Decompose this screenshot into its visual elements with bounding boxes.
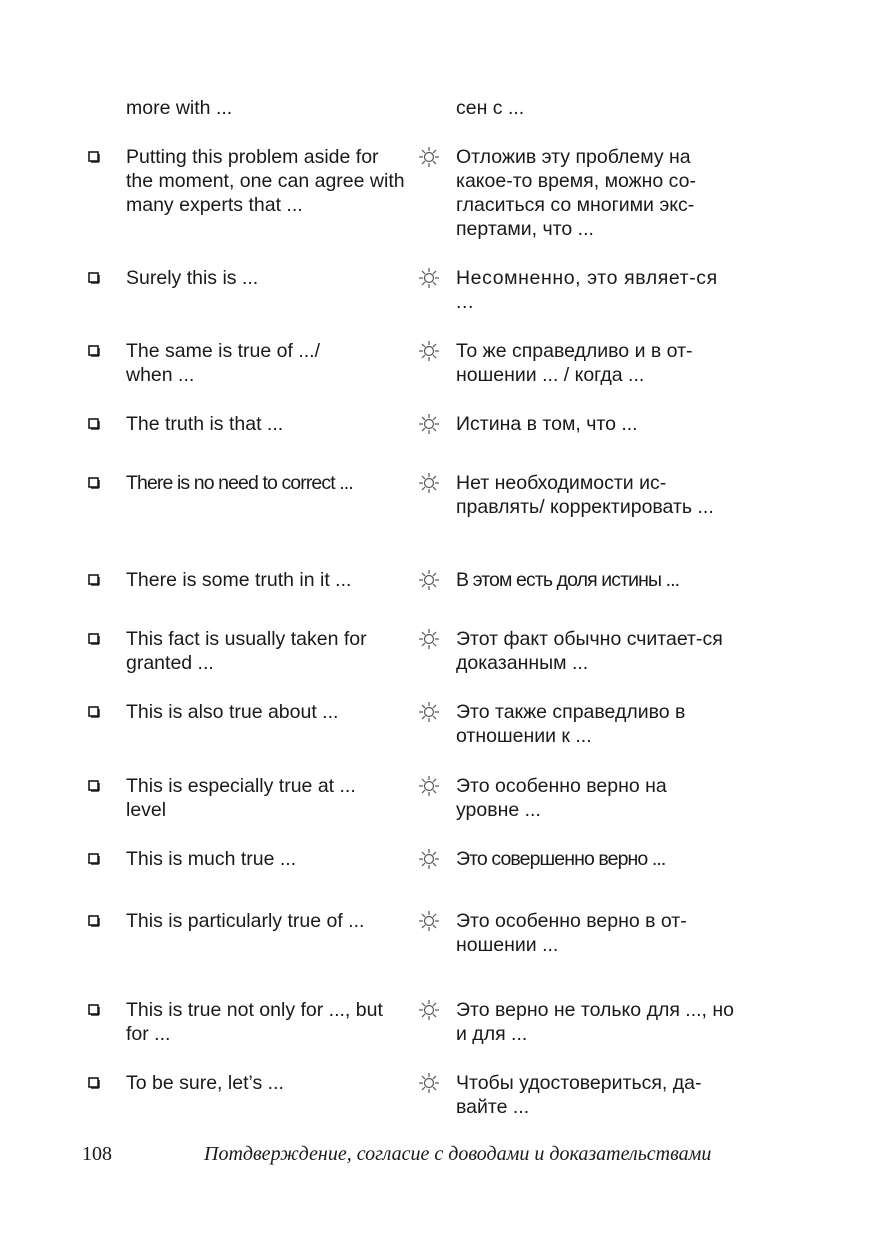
continuation-en: more with ...	[126, 97, 233, 119]
phrase-en: There is no need to correct ...	[126, 472, 353, 494]
phrase-ru: Нет необходимости ис-правлять/ корректировать ...	[456, 472, 714, 518]
sun-icon	[417, 412, 441, 436]
phrase-ru: То же справедливо и в от-ношении ... / когда ...	[456, 340, 693, 386]
sun-icon	[417, 339, 441, 363]
phrase-en: This is especially true at ... level	[126, 775, 356, 821]
phrase-ru: Этот факт обычно считает-ся доказанным ...	[456, 628, 723, 674]
phrase-en: Putting this problem aside for the moment, one can agree with many experts that ...	[126, 146, 405, 216]
phrase-en: To be sure, let’s ...	[126, 1072, 284, 1094]
checkbox-square-icon	[88, 418, 100, 430]
checkbox-square-icon	[88, 780, 100, 792]
checkbox-square-icon	[88, 853, 100, 865]
checkbox-square-icon	[88, 1077, 100, 1089]
phrase-ru: Это верно не только для ..., но и для ...	[456, 999, 734, 1045]
sun-icon	[417, 568, 441, 592]
phrase-ru: Это особенно верно в от-ношении ...	[456, 910, 687, 956]
phrase-en: This is much true ...	[126, 848, 297, 870]
checkbox-square-icon	[88, 633, 100, 645]
phrase-ru: Чтобы удостовериться, да-вайте ...	[456, 1072, 702, 1118]
phrase-ru: Это также справедливо в отношении к ...	[456, 701, 686, 747]
sun-icon	[417, 145, 441, 169]
sun-icon	[417, 471, 441, 495]
checkbox-square-icon	[88, 477, 100, 489]
checkbox-square-icon	[88, 1004, 100, 1016]
page-number: 108	[82, 1143, 112, 1165]
phrase-ru: Это совершенно верно ...	[456, 848, 666, 870]
phrase-ru: Несомненно, это являет-ся ...	[456, 267, 718, 313]
sun-icon	[417, 1071, 441, 1095]
checkbox-square-icon	[88, 345, 100, 357]
sun-icon	[417, 627, 441, 651]
sun-icon	[417, 998, 441, 1022]
phrase-en: There is some truth in it ...	[126, 569, 352, 591]
phrase-en: This is true not only for ..., but for ...	[126, 999, 383, 1045]
running-title: Потдверждение, согласие с доводами и доказательствами	[204, 1143, 712, 1165]
phrase-ru: Отложив эту проблему на какое-то время, можно со-гласиться со многими экс-пертами, что ...	[456, 146, 696, 240]
phrase-en: This is also true about ...	[126, 701, 339, 723]
phrase-en: The same is true of .../ when ...	[126, 340, 320, 386]
checkbox-square-icon	[88, 151, 100, 163]
phrase-ru: Это особенно верно на уровне ...	[456, 775, 667, 821]
phrase-ru: В этом есть доля истины ...	[456, 569, 680, 591]
checkbox-square-icon	[88, 915, 100, 927]
sun-icon	[417, 847, 441, 871]
sun-icon	[417, 909, 441, 933]
sun-icon	[417, 266, 441, 290]
phrase-en: This is particularly true of ...	[126, 910, 365, 932]
checkbox-square-icon	[88, 272, 100, 284]
checkbox-square-icon	[88, 706, 100, 718]
phrase-en: Surely this is ...	[126, 267, 259, 289]
sun-icon	[417, 700, 441, 724]
phrase-en: This fact is usually taken for granted ...	[126, 628, 367, 674]
phrase-ru: Истина в том, что ...	[456, 413, 638, 435]
checkbox-square-icon	[88, 574, 100, 586]
phrase-en: The truth is that ...	[126, 413, 284, 435]
continuation-ru: сен с ...	[456, 97, 525, 119]
sun-icon	[417, 774, 441, 798]
